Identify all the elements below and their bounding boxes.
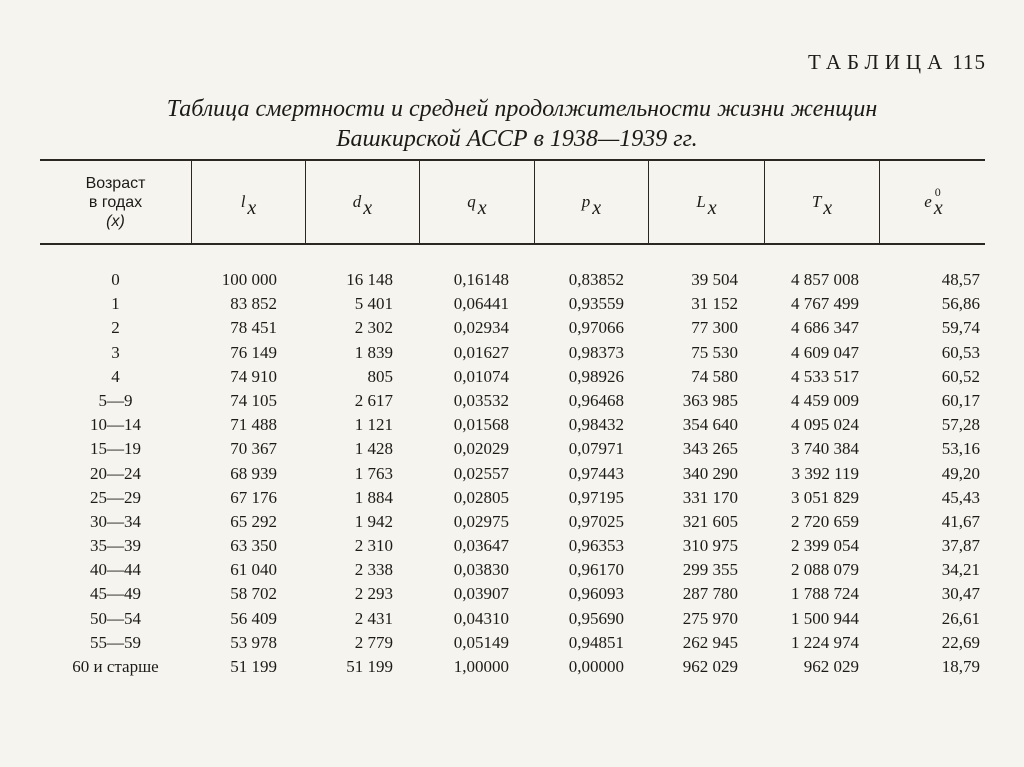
cell-qx: 0,03647 [453, 536, 509, 556]
title-line-2: Башкирской АССР в 1938—1939 гг. [336, 126, 698, 152]
cell-dx: 5 401 [354, 294, 393, 314]
cell-px: 0,83852 [568, 270, 624, 289]
cell-lx: 78 451 [230, 318, 277, 338]
cell-ex: 49,20 [941, 463, 980, 483]
cell-ex: 53,16 [941, 439, 980, 459]
header-Tx-subscript: x [823, 196, 833, 219]
cell-age: 25—29 [90, 487, 141, 507]
cell-ex: 57,28 [941, 415, 980, 435]
header-Tx-symbol: T [811, 192, 822, 211]
cell-px: 0,00000 [568, 657, 624, 676]
header-ex [880, 160, 985, 244]
table-number-label [808, 50, 986, 75]
table-row [40, 607, 985, 631]
header-ex-superscript: 0 [934, 184, 941, 199]
cell-ex: 37,87 [941, 536, 980, 556]
header-px-subscript: x [592, 196, 602, 219]
cell-px: 0,97025 [568, 511, 624, 531]
cell-dx: 2 431 [354, 608, 393, 628]
cell-qx: 0,05149 [453, 632, 509, 652]
cell-dx: 51 199 [346, 657, 393, 676]
cell-Lx: 275 970 [682, 608, 738, 628]
cell-age: 5—9 [98, 390, 133, 410]
cell-ex: 59,74 [941, 318, 980, 338]
table-row [40, 292, 985, 316]
cell-Lx: 340 290 [682, 463, 738, 483]
cell-dx: 1 428 [354, 439, 393, 459]
cell-age: 15—19 [90, 439, 141, 459]
header-dx-subscript: x [363, 196, 373, 219]
table-row [40, 510, 985, 534]
cell-lx: 51 199 [230, 657, 277, 676]
header-lx [192, 160, 305, 244]
cell-Lx: 299 355 [682, 560, 738, 580]
table-row [40, 365, 985, 389]
header-age [40, 160, 191, 244]
table-number: 115 [952, 50, 986, 74]
cell-qx: 0,03907 [453, 584, 509, 604]
cell-dx: 2 302 [354, 318, 393, 338]
cell-lx: 76 149 [230, 342, 277, 362]
cell-px: 0,97066 [568, 318, 624, 338]
cell-Tx: 4 686 347 [791, 318, 859, 338]
cell-ex: 41,67 [941, 511, 980, 531]
header-lx-symbol: l [240, 192, 246, 211]
cell-age: 1 [111, 294, 120, 314]
cell-lx: 63 350 [230, 536, 277, 556]
table-row [40, 582, 985, 606]
cell-px: 0,98926 [568, 366, 624, 386]
cell-px: 0,98432 [568, 415, 624, 435]
cell-dx: 2 310 [354, 536, 393, 556]
header-lx-subscript: x [247, 196, 257, 219]
header-ex-subscript: x [933, 196, 943, 219]
cell-lx: 56 409 [230, 608, 277, 628]
cell-lx: 74 910 [230, 366, 277, 386]
cell-Tx: 3 740 384 [791, 439, 859, 459]
cell-dx: 1 763 [354, 463, 393, 483]
cell-ex: 60,53 [941, 342, 980, 362]
cell-age: 0 [111, 270, 120, 289]
table-row [40, 558, 985, 582]
cell-lx: 70 367 [230, 439, 277, 459]
cell-px: 0,94851 [568, 632, 624, 652]
header-qx-subscript: x [477, 196, 487, 219]
cell-qx: 0,02805 [453, 487, 509, 507]
cell-age: 30—34 [90, 511, 141, 531]
table-body [40, 268, 985, 679]
header-Lx-symbol: L [696, 192, 706, 211]
cell-lx: 58 702 [230, 584, 277, 604]
cell-qx: 0,06441 [453, 294, 509, 314]
cell-px: 0,98373 [568, 342, 624, 362]
header-qx-symbol: q [467, 192, 476, 211]
cell-age: 3 [111, 342, 120, 362]
table-row [40, 316, 985, 340]
cell-Tx: 1 224 974 [791, 632, 859, 652]
cell-Lx: 74 580 [691, 366, 738, 386]
cell-ex: 22,69 [941, 632, 980, 652]
cell-ex: 26,61 [941, 608, 980, 628]
cell-lx: 71 488 [230, 415, 277, 435]
cell-Lx: 39 504 [691, 270, 738, 289]
cell-Lx: 331 170 [682, 487, 738, 507]
table-row [40, 655, 985, 679]
cell-lx: 100 000 [221, 270, 277, 289]
cell-Tx: 4 767 499 [791, 294, 859, 314]
cell-qx: 0,16148 [453, 270, 509, 289]
cell-ex: 34,21 [941, 560, 980, 580]
header-dx-symbol: d [352, 192, 362, 211]
cell-dx: 1 839 [354, 342, 393, 362]
cell-Tx: 2 720 659 [791, 511, 859, 531]
cell-Lx: 354 640 [682, 415, 738, 435]
header-Lx-subscript: x [707, 196, 717, 219]
cell-qx: 0,02934 [453, 318, 509, 338]
cell-Lx: 962 029 [682, 657, 738, 676]
cell-dx: 1 884 [354, 487, 393, 507]
cell-dx: 16 148 [346, 270, 393, 289]
cell-lx: 61 040 [230, 560, 277, 580]
cell-age: 45—49 [90, 584, 141, 604]
header-age-line-2: в годах [88, 193, 143, 211]
cell-dx: 2 779 [354, 632, 393, 652]
cell-age: 35—39 [90, 536, 141, 556]
cell-qx: 0,01568 [453, 415, 509, 435]
cell-ex: 60,52 [941, 366, 980, 386]
cell-px: 0,93559 [568, 294, 624, 314]
cell-Lx: 31 152 [691, 294, 738, 314]
table-row [40, 486, 985, 510]
cell-qx: 0,03532 [453, 390, 509, 410]
table-row [40, 631, 985, 655]
header-age-line-1: Возраст [85, 174, 146, 192]
cell-ex: 60,17 [941, 390, 980, 410]
cell-Lx: 343 265 [682, 439, 738, 459]
cell-qx: 0,01074 [453, 366, 509, 386]
cell-px: 0,96468 [568, 390, 624, 410]
cell-dx: 805 [367, 366, 393, 386]
cell-qx: 0,02557 [453, 463, 509, 483]
table-row [40, 413, 985, 437]
table-row [40, 389, 985, 413]
cell-dx: 1 942 [354, 511, 393, 531]
header-age-line-3: (x) [106, 212, 125, 230]
cell-lx: 68 939 [230, 463, 277, 483]
cell-Lx: 75 530 [691, 342, 738, 362]
cell-lx: 53 978 [230, 632, 277, 652]
cell-age: 55—59 [90, 632, 141, 652]
cell-Tx: 4 609 047 [791, 342, 859, 362]
cell-dx: 2 338 [354, 560, 393, 580]
cell-Tx: 962 029 [803, 657, 859, 676]
cell-px: 0,96353 [568, 536, 624, 556]
cell-age: 60 и старше [72, 657, 159, 676]
cell-lx: 67 176 [230, 487, 277, 507]
cell-qx: 0,02029 [453, 439, 509, 459]
header-ex-symbol: e [924, 192, 932, 211]
cell-qx: 1,00000 [453, 657, 509, 676]
cell-age: 2 [111, 318, 120, 338]
header-Tx [765, 160, 879, 244]
cell-qx: 0,01627 [453, 342, 509, 362]
cell-ex: 45,43 [941, 487, 980, 507]
cell-px: 0,95690 [568, 608, 624, 628]
header-Lx [649, 160, 764, 244]
cell-dx: 1 121 [354, 415, 393, 435]
cell-qx: 0,03830 [453, 560, 509, 580]
cell-px: 0,96093 [568, 584, 624, 604]
cell-px: 0,07971 [568, 439, 624, 459]
cell-ex: 30,47 [941, 584, 980, 604]
cell-age: 4 [111, 366, 120, 386]
cell-px: 0,96170 [568, 560, 624, 580]
table-title [0, 94, 1024, 154]
cell-age: 50—54 [90, 608, 141, 628]
title-line-1: Таблица смертности и средней продолжительности жизни женщин [166, 96, 878, 122]
cell-ex: 56,86 [941, 294, 980, 314]
cell-Lx: 310 975 [682, 536, 738, 556]
cell-Tx: 4 095 024 [791, 415, 859, 435]
cell-Tx: 4 857 008 [791, 270, 859, 289]
cell-Tx: 3 392 119 [791, 463, 859, 483]
cell-age: 20—24 [90, 463, 141, 483]
table-row [40, 462, 985, 486]
cell-Tx: 2 399 054 [791, 536, 859, 556]
cell-age: 10—14 [90, 415, 141, 435]
cell-Tx: 2 088 079 [791, 560, 859, 580]
cell-Lx: 321 605 [682, 511, 738, 531]
cell-Lx: 77 300 [691, 318, 738, 338]
table-word: ТАБЛИЦА [808, 50, 949, 74]
cell-ex: 18,79 [941, 657, 980, 676]
cell-lx: 74 105 [230, 390, 277, 410]
table-row [40, 268, 985, 292]
header-px-symbol: p [581, 192, 591, 211]
cell-Tx: 4 459 009 [791, 390, 859, 410]
table-row [40, 534, 985, 558]
cell-px: 0,97195 [568, 487, 624, 507]
cell-qx: 0,04310 [453, 608, 509, 628]
cell-Lx: 363 985 [682, 390, 738, 410]
cell-Lx: 287 780 [682, 584, 738, 604]
cell-dx: 2 617 [354, 390, 393, 410]
cell-Tx: 3 051 829 [791, 487, 859, 507]
header-dx [306, 160, 419, 244]
cell-qx: 0,02975 [453, 511, 509, 531]
cell-Tx: 1 788 724 [791, 584, 859, 604]
table-row [40, 341, 985, 365]
cell-lx: 65 292 [230, 511, 277, 531]
cell-Lx: 262 945 [682, 632, 738, 652]
header-qx [420, 160, 534, 244]
cell-Tx: 1 500 944 [791, 608, 859, 628]
cell-px: 0,97443 [568, 463, 624, 483]
header-px [535, 160, 648, 244]
cell-ex: 48,57 [941, 270, 980, 289]
cell-Tx: 4 533 517 [791, 366, 859, 386]
table-row [40, 437, 985, 461]
cell-age: 40—44 [90, 560, 141, 580]
cell-lx: 83 852 [230, 294, 277, 314]
cell-dx: 2 293 [354, 584, 393, 604]
